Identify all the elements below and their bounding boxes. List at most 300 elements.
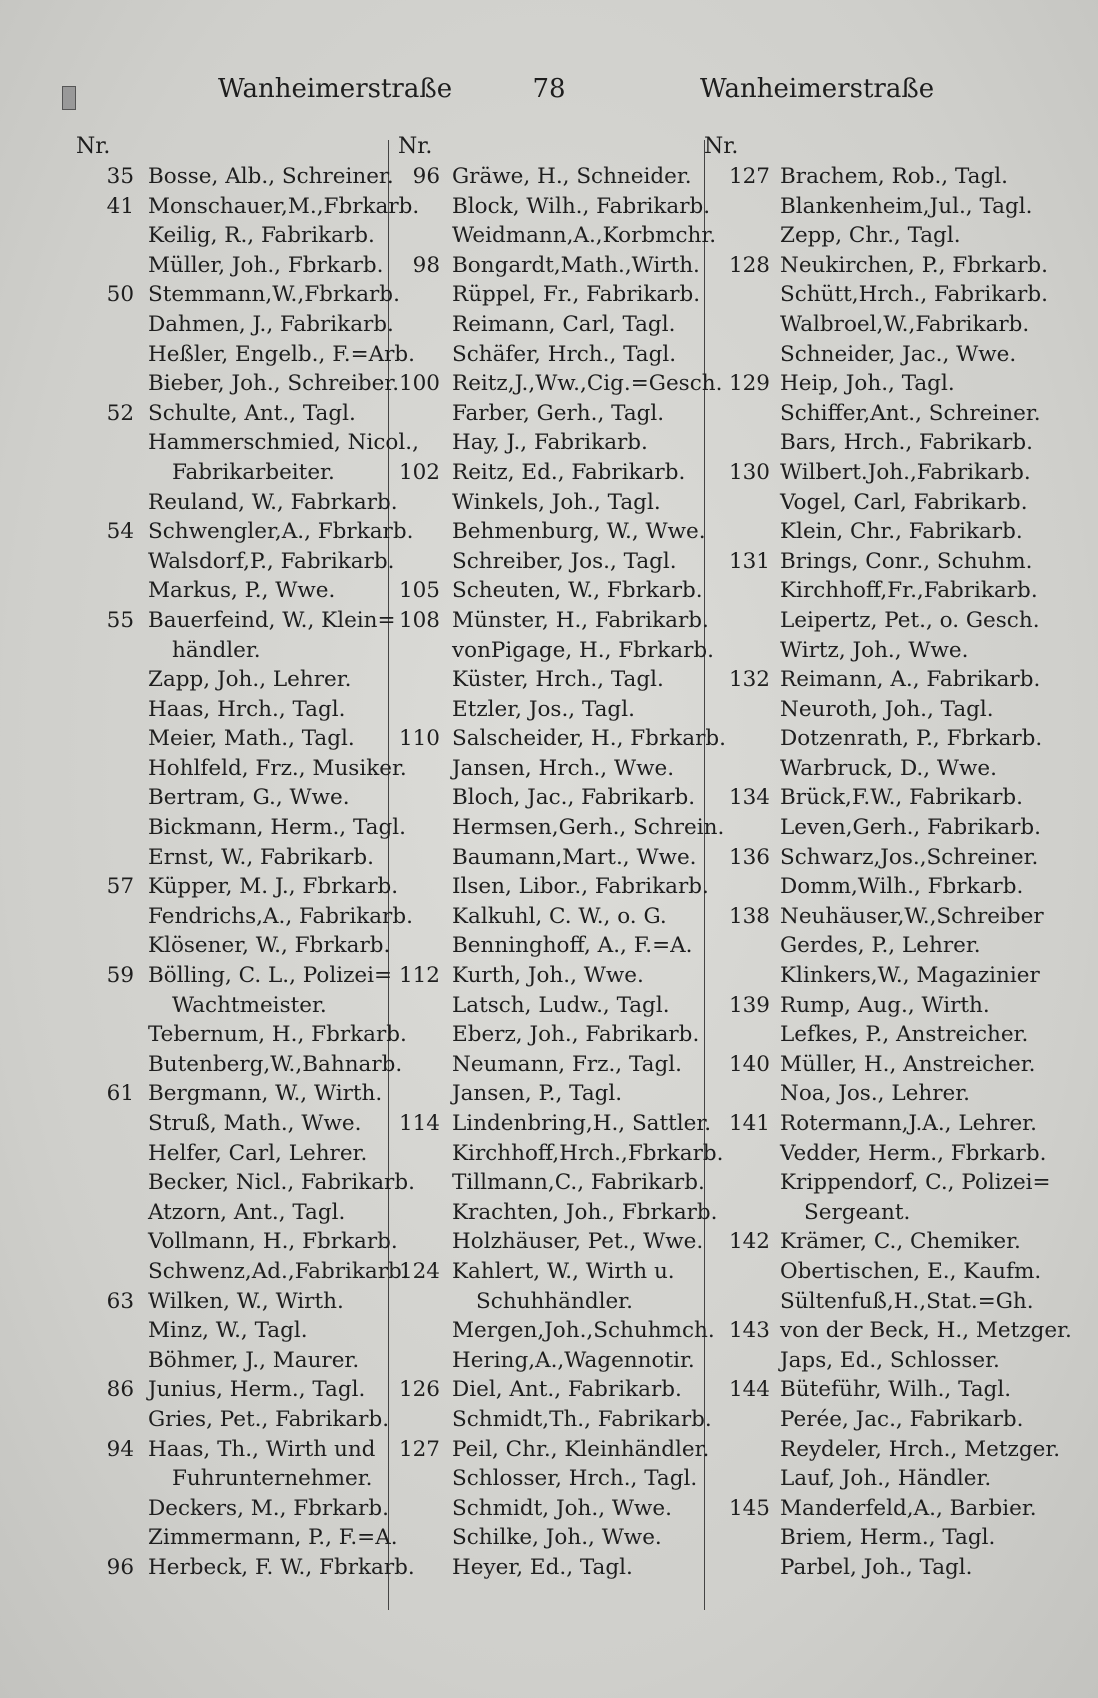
resident-entry: Reimann, A., Fabrikarb.	[780, 667, 1041, 693]
house-number: 86	[106, 1377, 134, 1403]
resident-entry-continuation: händler.	[172, 637, 261, 663]
directory-entry	[398, 636, 714, 666]
directory-entry	[76, 1198, 376, 1228]
directory-entry	[704, 517, 1044, 547]
resident-entry: Gries, Pet., Fabrikarb.	[148, 1406, 390, 1432]
house-number: 105	[398, 578, 440, 604]
directory-entry	[76, 783, 376, 813]
directory-entry	[704, 399, 1044, 429]
directory-entry	[704, 310, 1044, 340]
directory-entry	[704, 606, 1044, 636]
resident-entry: Haas, Th., Wirth und	[148, 1436, 376, 1462]
house-number: 108	[398, 607, 440, 633]
directory-entry	[704, 1287, 1044, 1317]
resident-entry: Struß, Math., Wwe.	[148, 1111, 362, 1136]
resident-entry: Neuroth, Joh., Tagl.	[780, 696, 994, 722]
directory-entry	[398, 547, 708, 577]
resident-entry: Schlosser, Hrch., Tagl.	[452, 1466, 698, 1492]
column-rows	[398, 162, 726, 1583]
directory-entry	[704, 1316, 1072, 1346]
directory-entry	[76, 724, 376, 754]
resident-entry: Diel, Ant., Fabrikarb.	[452, 1377, 682, 1403]
directory-entry	[398, 428, 708, 458]
directory-entry	[398, 991, 708, 1021]
directory-entry	[398, 754, 708, 784]
resident-entry: Wilken, W., Wirth.	[148, 1288, 344, 1314]
directory-entry	[704, 162, 1044, 192]
resident-entry: Zapp, Joh., Lehrer.	[148, 667, 352, 693]
directory-column-3	[704, 132, 1072, 1583]
directory-entry	[398, 1139, 724, 1169]
resident-entry: Schmidt,Th., Fabrikarb.	[452, 1406, 712, 1432]
directory-entry	[398, 1375, 708, 1405]
house-number: 127	[398, 1436, 440, 1462]
directory-entry	[398, 1494, 708, 1524]
directory-entry	[704, 1553, 1044, 1583]
column-rows	[704, 162, 1072, 1583]
directory-entry	[704, 1139, 1047, 1169]
directory-entry	[704, 1464, 1044, 1494]
house-number: 127	[728, 164, 770, 189]
directory-entry	[76, 1020, 407, 1050]
resident-entry: Hammerschmied, Nicol.,	[148, 430, 419, 456]
directory-entry	[398, 310, 708, 340]
directory-entry	[398, 340, 708, 370]
resident-entry: Schütt,Hrch., Fabrikarb.	[780, 282, 1048, 308]
directory-entry	[76, 1405, 390, 1435]
resident-entry: Heßler, Engelb., F.=Arb.	[148, 341, 416, 367]
directory-entry	[398, 517, 708, 547]
resident-entry: Haas, Hrch., Tagl.	[148, 696, 346, 722]
resident-entry: Schneider, Jac., Wwe.	[780, 341, 1017, 367]
directory-entry	[76, 547, 395, 577]
resident-entry: Noa, Jos., Lehrer.	[780, 1081, 970, 1107]
resident-entry: Lefkes, P., Anstreicher.	[780, 1022, 1029, 1048]
directory-entry	[76, 340, 416, 370]
house-number: 131	[728, 548, 770, 574]
resident-entry: Schwenz,Ad.,Fabrikarb.	[148, 1258, 409, 1284]
directory-entry	[704, 1050, 1044, 1080]
directory-entry	[76, 251, 384, 281]
resident-entry: Hay, J., Fabrikarb.	[452, 430, 648, 456]
resident-entry: Küster, Hrch., Tagl.	[452, 667, 664, 693]
directory-entry	[398, 783, 708, 813]
directory-entry	[704, 902, 1044, 932]
resident-entry: Ernst, W., Fabrikarb.	[148, 844, 374, 870]
directory-entry	[76, 1050, 403, 1080]
resident-entry: Vollmann, H., Fbrkarb.	[148, 1229, 398, 1255]
resident-entry-continuation: Schuhhändler.	[476, 1288, 633, 1314]
resident-entry: Helfer, Carl, Lehrer.	[148, 1140, 368, 1166]
directory-entry	[76, 636, 376, 666]
directory-entry	[704, 813, 1044, 843]
resident-entry-continuation: Sergeant.	[804, 1199, 911, 1225]
resident-entry: Schwengler,A., Fbrkarb.	[148, 519, 414, 545]
directory-entry	[76, 902, 413, 932]
directory-column-2	[398, 132, 726, 1583]
directory-entry	[398, 1050, 708, 1080]
resident-entry: Tillmann,C., Fabrikarb.	[452, 1170, 705, 1196]
directory-entry	[398, 1405, 712, 1435]
resident-entry: Rump, Aug., Wirth.	[780, 992, 990, 1018]
directory-entry	[76, 369, 400, 399]
header-street-left: Wanheimerstraße	[218, 74, 453, 104]
resident-entry: Benninghoff, A., F.=A.	[452, 933, 693, 959]
directory-entry	[76, 280, 400, 310]
directory-entry	[704, 991, 1044, 1021]
house-number: 59	[106, 963, 134, 989]
resident-entry: Deckers, M., Fbrkarb.	[148, 1495, 389, 1521]
resident-entry: Brachem, Rob., Tagl.	[780, 164, 1008, 189]
house-number: 139	[728, 992, 770, 1018]
directory-entry	[704, 1494, 1044, 1524]
directory-entry	[398, 221, 717, 251]
resident-entry: Büteführ, Wilh., Tagl.	[780, 1377, 1012, 1403]
resident-entry: Walsdorf,P., Fabrikarb.	[148, 548, 395, 574]
resident-entry: Bertram, G., Wwe.	[148, 785, 350, 811]
resident-entry: Schmidt, Joh., Wwe.	[452, 1495, 672, 1521]
resident-entry: Kahlert, W., Wirth u.	[452, 1258, 675, 1284]
directory-entry	[398, 843, 708, 873]
resident-entry: Schiffer,Ant., Schreiner.	[780, 400, 1041, 426]
directory-entry	[704, 1227, 1044, 1257]
resident-entry: Klösener, W., Fbrkarb.	[148, 933, 391, 959]
directory-entry	[704, 1375, 1044, 1405]
directory-entry	[76, 192, 420, 222]
running-header	[0, 74, 1098, 114]
resident-entry: Wirtz, Joh., Wwe.	[780, 637, 969, 663]
directory-entry	[76, 488, 398, 518]
directory-entry	[704, 280, 1048, 310]
directory-entry	[398, 1109, 712, 1139]
house-number: 138	[728, 903, 770, 929]
resident-entry: Japs, Ed., Schlosser.	[780, 1347, 1000, 1373]
directory-entry	[704, 1168, 1051, 1198]
directory-entry	[76, 872, 399, 902]
house-number: 136	[728, 844, 770, 870]
resident-entry: Ilsen, Libor., Fabrikarb.	[452, 874, 709, 900]
house-number: 126	[398, 1377, 440, 1403]
resident-entry: Münster, H., Fabrikarb.	[452, 607, 709, 633]
resident-entry: Bieber, Joh., Schreiber.	[148, 371, 400, 397]
house-number: 128	[728, 252, 770, 278]
directory-entry	[398, 458, 708, 488]
resident-entry: Reimann, Carl, Tagl.	[452, 311, 676, 337]
resident-entry: von der Beck, H., Metzger.	[780, 1318, 1072, 1344]
resident-entry: Warbruck, D., Wwe.	[780, 755, 997, 781]
resident-entry: Neukirchen, P., Fbrkarb.	[780, 252, 1048, 278]
directory-entry	[704, 576, 1044, 606]
resident-entry: Jansen, P., Tagl.	[452, 1081, 623, 1107]
directory-entry	[76, 399, 376, 429]
resident-entry: Salscheider, H., Fbrkarb.	[452, 726, 726, 752]
directory-entry	[398, 1020, 708, 1050]
directory-entry	[704, 488, 1044, 518]
directory-entry	[704, 1109, 1044, 1139]
directory-entry	[704, 843, 1044, 873]
resident-entry: Bloch, Jac., Fabrikarb.	[452, 785, 696, 811]
resident-entry: Rüppel, Fr., Fabrikarb.	[452, 282, 701, 308]
directory-entry	[398, 576, 708, 606]
resident-entry: Etzler, Jos., Tagl.	[452, 696, 635, 722]
resident-entry: Wilbert.Joh.,Fabrikarb.	[780, 459, 1031, 485]
resident-entry: Leven,Gerh., Fabrikarb.	[780, 815, 1041, 841]
house-number: 114	[398, 1111, 440, 1136]
resident-entry: Kurth, Joh., Wwe.	[452, 963, 644, 989]
directory-entry	[76, 843, 376, 873]
resident-entry: Winkels, Joh., Tagl.	[452, 489, 661, 515]
resident-entry: Krippendorf, C., Polizei=	[780, 1170, 1051, 1196]
house-number: 134	[728, 785, 770, 811]
resident-entry: Dotzenrath, P., Fbrkarb.	[780, 726, 1043, 752]
directory-entry	[76, 1139, 376, 1169]
resident-entry: Gerdes, P., Lehrer.	[780, 933, 981, 959]
directory-entry	[398, 162, 708, 192]
resident-entry: Bars, Hrch., Fabrikarb.	[780, 430, 1033, 456]
resident-entry: Kirchhoff,Fr.,Fabrikarb.	[780, 578, 1038, 604]
resident-entry: Schulte, Ant., Tagl.	[148, 400, 356, 426]
directory-entry	[76, 221, 376, 251]
resident-entry: Mergen,Joh.,Schuhmch.	[452, 1318, 715, 1344]
resident-entry: Behmenburg, W., Wwe.	[452, 519, 706, 545]
resident-entry: Hermsen,Gerh., Schrein.	[452, 815, 725, 841]
directory-entry	[76, 931, 391, 961]
resident-entry: Parbel, Joh., Tagl.	[780, 1554, 973, 1580]
resident-entry-continuation: Wachtmeister.	[172, 992, 327, 1018]
resident-entry: Lindenbring,H., Sattler.	[452, 1111, 712, 1136]
directory-entry	[704, 931, 1044, 961]
resident-entry: Jansen, Hrch., Wwe.	[452, 755, 675, 781]
resident-entry: Walbroel,W.,Fabrikarb.	[780, 311, 1030, 337]
directory-entry	[76, 517, 414, 547]
directory-entry	[398, 369, 723, 399]
directory-entry	[398, 1523, 708, 1553]
resident-entry: Müller, H., Anstreicher.	[780, 1051, 1036, 1077]
resident-entry: Butenberg,W.,Bahnarb.	[148, 1051, 403, 1077]
directory-entry	[398, 813, 725, 843]
directory-entry	[76, 458, 376, 488]
directory-entry	[76, 1464, 376, 1494]
resident-entry: Reydeler, Hrch., Metzger.	[780, 1436, 1061, 1462]
directory-entry	[704, 428, 1044, 458]
directory-entry	[398, 280, 708, 310]
resident-entry: Bergmann, W., Wirth.	[148, 1081, 383, 1107]
resident-entry: Tebernum, H., Fbrkarb.	[148, 1022, 407, 1048]
directory-entry	[398, 606, 708, 636]
resident-entry: Obertischen, E., Kaufm.	[780, 1258, 1042, 1284]
house-number: 124	[398, 1258, 440, 1284]
directory-entry	[398, 1079, 708, 1109]
directory-entry	[398, 1464, 708, 1494]
directory-entry	[704, 369, 1044, 399]
resident-entry: Bosse, Alb., Schreiner.	[148, 164, 394, 189]
column-header: Nr.	[398, 134, 433, 159]
directory-entry	[704, 724, 1044, 754]
directory-entry	[704, 547, 1044, 577]
resident-entry: Herbeck, F. W., Fbrkarb.	[148, 1554, 415, 1580]
resident-entry: Zepp, Chr., Tagl.	[780, 223, 961, 249]
resident-entry: Peil, Chr., Kleinhändler.	[452, 1436, 710, 1462]
house-number: 94	[106, 1436, 134, 1462]
directory-entry	[704, 251, 1048, 281]
resident-entry: Reitz,J.,Ww.,Cig.=Gesch.	[452, 371, 723, 397]
resident-entry: Blankenheim,Jul., Tagl.	[780, 193, 1033, 219]
house-number: 63	[106, 1288, 134, 1314]
directory-entry	[398, 1227, 708, 1257]
house-number: 50	[106, 282, 134, 308]
directory-entry	[76, 754, 407, 784]
resident-entry: Meier, Math., Tagl.	[148, 726, 355, 752]
directory-entry	[76, 813, 406, 843]
resident-entry: Neuhäuser,W.,Schreiber	[780, 903, 1044, 929]
directory-entry	[704, 1079, 1044, 1109]
resident-entry: Latsch, Ludw., Tagl.	[452, 992, 670, 1018]
house-number: 102	[398, 459, 440, 485]
resident-entry: Atzorn, Ant., Tagl.	[148, 1199, 346, 1225]
directory-entry	[398, 1553, 708, 1583]
directory-entry	[704, 636, 1044, 666]
resident-entry: Krachten, Joh., Fbrkarb.	[452, 1199, 718, 1225]
resident-entry: Holzhäuser, Pet., Wwe.	[452, 1229, 704, 1255]
directory-entry	[704, 221, 1044, 251]
resident-entry: Heip, Joh., Tagl.	[780, 371, 955, 397]
resident-entry: Krämer, C., Chemiker.	[780, 1229, 1021, 1255]
resident-entry: Schilke, Joh., Wwe.	[452, 1525, 662, 1551]
directory-entry	[398, 192, 711, 222]
house-number: 143	[728, 1318, 770, 1344]
directory-entry	[704, 961, 1044, 991]
resident-entry: Keilig, R., Fabrikarb.	[148, 223, 375, 249]
resident-entry: Bongardt,Math.,Wirth.	[452, 252, 700, 278]
directory-entry	[704, 665, 1044, 695]
directory-entry	[76, 1316, 376, 1346]
directory-entry	[76, 1079, 383, 1109]
resident-entry: Reuland, W., Fabrkarb.	[148, 489, 398, 515]
directory-entry	[398, 251, 708, 281]
resident-entry: Brück,F.W., Fabrikarb.	[780, 785, 1023, 811]
resident-entry: Böhmer, J., Maurer.	[148, 1347, 360, 1373]
resident-entry: Klinkers,W., Magazinier	[780, 963, 1040, 989]
directory-entry	[398, 1346, 708, 1376]
resident-entry: Bauerfeind, W., Klein=	[148, 607, 396, 633]
house-number: 100	[398, 371, 440, 397]
directory-entry	[398, 931, 708, 961]
resident-entry: Bölling, C. L., Polizei=	[148, 963, 393, 989]
resident-entry: Sültenfuß,H.,Stat.=Gh.	[780, 1288, 1034, 1314]
resident-entry: Vogel, Carl, Fabrikarb.	[780, 489, 1028, 515]
resident-entry: Schäfer, Hrch., Tagl.	[452, 341, 677, 367]
resident-entry: Minz, W., Tagl.	[148, 1318, 308, 1344]
house-number: 96	[412, 164, 440, 189]
directory-entry	[398, 665, 708, 695]
directory-entry	[704, 192, 1044, 222]
house-number: 141	[728, 1111, 770, 1136]
directory-entry	[76, 991, 376, 1021]
directory-entry	[76, 1553, 415, 1583]
resident-entry: Müller, Joh., Fbrkarb.	[148, 252, 384, 278]
resident-entry: Kirchhoff,Hrch.,Fbrkarb.	[452, 1140, 724, 1166]
directory-entry	[398, 399, 708, 429]
resident-entry: Hering,A.,Wagennotir.	[452, 1347, 695, 1373]
directory-entry	[76, 1257, 409, 1287]
directory-entry	[398, 872, 708, 902]
house-number: 52	[106, 400, 134, 426]
directory-entry	[398, 1435, 708, 1465]
resident-entry: Perée, Jac., Fabrikarb.	[780, 1406, 1024, 1432]
resident-entry: Neumann, Frz., Tagl.	[452, 1051, 682, 1077]
directory-entry	[398, 724, 726, 754]
house-number: 41	[106, 193, 134, 219]
directory-entry	[704, 1523, 1044, 1553]
directory-entry	[76, 1494, 389, 1524]
directory-entry	[398, 1198, 718, 1228]
house-number: 145	[728, 1495, 770, 1521]
resident-entry: Küpper, M. J., Fbrkarb.	[148, 874, 399, 900]
directory-entry	[704, 1257, 1044, 1287]
directory-entry	[76, 1287, 376, 1317]
directory-entry	[704, 1346, 1044, 1376]
resident-entry: vonPigage, H., Fbrkarb.	[452, 637, 714, 663]
directory-entry	[76, 310, 394, 340]
directory-entry	[704, 458, 1044, 488]
house-number: 35	[106, 164, 134, 189]
resident-entry: Farber, Gerh., Tagl.	[452, 400, 665, 426]
house-number: 57	[106, 874, 134, 900]
directory-entry	[704, 872, 1044, 902]
directory-entry	[704, 1405, 1044, 1435]
resident-entry-continuation: Fuhrunternehmer.	[172, 1466, 373, 1492]
resident-entry: Markus, P., Wwe.	[148, 578, 336, 604]
house-number: 112	[398, 963, 440, 989]
house-number: 130	[728, 459, 770, 485]
resident-entry: Stemmann,W.,Fbrkarb.	[148, 282, 400, 308]
directory-entry	[76, 1227, 398, 1257]
directory-entry	[398, 1168, 708, 1198]
column-header: Nr.	[76, 134, 111, 159]
house-number: 110	[398, 726, 440, 752]
resident-entry: Vedder, Herm., Fbrkarb.	[780, 1140, 1047, 1166]
house-number: 61	[106, 1081, 134, 1107]
column-header: Nr.	[704, 134, 739, 159]
directory-entry	[704, 1198, 1044, 1228]
directory-entry	[704, 695, 1044, 725]
directory-entry	[76, 1523, 398, 1553]
directory-entry	[704, 340, 1044, 370]
directory-entry	[398, 695, 708, 725]
directory-entry	[398, 488, 708, 518]
resident-entry: Dahmen, J., Fabrikarb.	[148, 311, 394, 337]
resident-entry: Baumann,Mart., Wwe.	[452, 844, 697, 870]
house-number: 98	[412, 252, 440, 278]
directory-entry	[76, 1109, 376, 1139]
resident-entry-continuation: Fabrikarbeiter.	[172, 459, 335, 485]
page-number: 78	[532, 74, 566, 104]
house-number: 96	[106, 1554, 134, 1580]
directory-entry	[704, 754, 1044, 784]
directory-entry	[398, 1257, 708, 1287]
directory-entry	[76, 665, 376, 695]
resident-entry: Heyer, Ed., Tagl.	[452, 1554, 633, 1580]
resident-entry: Manderfeld,A., Barbier.	[780, 1495, 1037, 1521]
resident-entry: Becker, Nicl., Fabrikarb.	[148, 1170, 415, 1196]
house-number: 142	[728, 1229, 770, 1255]
directory-entry	[76, 961, 393, 991]
header-street-right: Wanheimerstraße	[700, 74, 935, 104]
directory-entry	[704, 783, 1044, 813]
resident-entry: Domm,Wilh., Fbrkarb.	[780, 874, 1024, 900]
directory-entry	[76, 428, 419, 458]
resident-entry: Leipertz, Pet., o. Gesch.	[780, 607, 1040, 633]
